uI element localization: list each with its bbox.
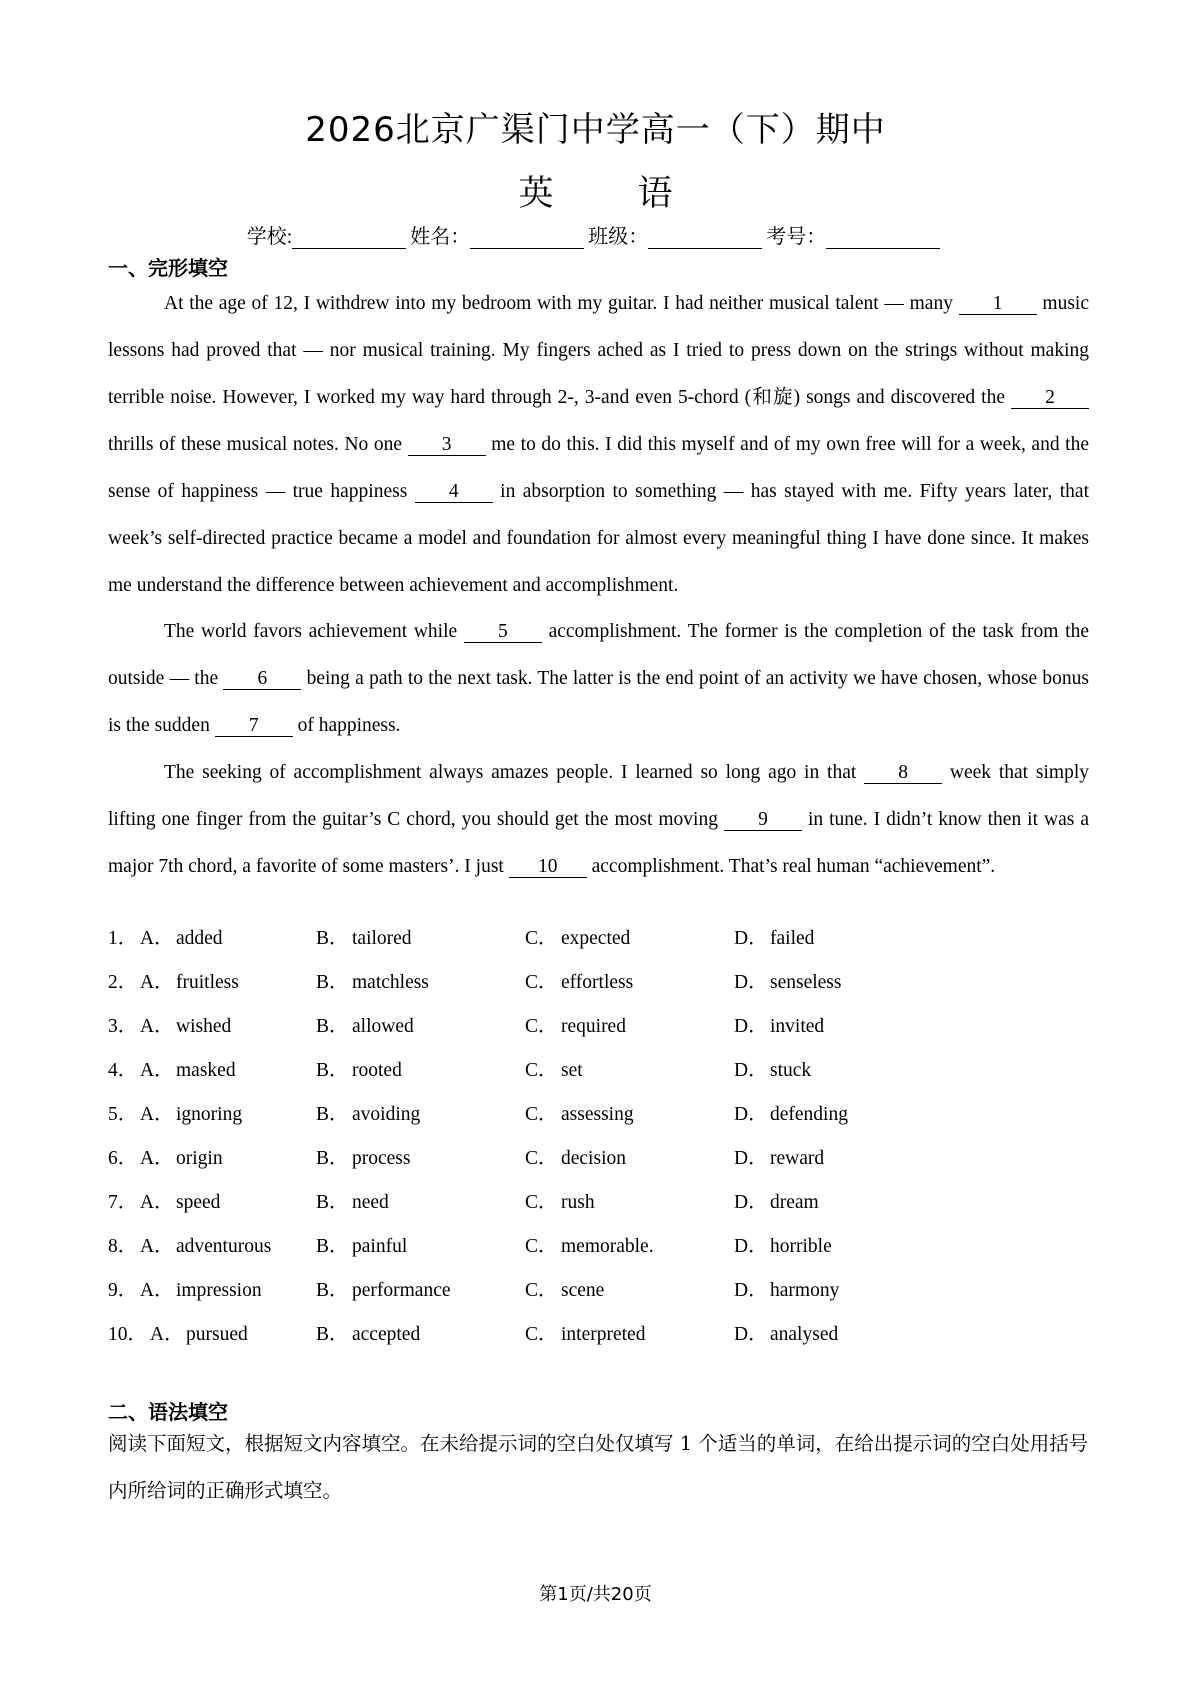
option-d[interactable] bbox=[734, 1010, 824, 1038]
option-text: dream bbox=[770, 1192, 819, 1213]
option-c[interactable] bbox=[525, 1274, 604, 1302]
option-letter: B． bbox=[316, 1324, 349, 1345]
question-number: 1． bbox=[108, 928, 138, 949]
option-text: horrible bbox=[770, 1236, 832, 1257]
option-letter: A． bbox=[150, 1324, 184, 1345]
option-text: masked bbox=[176, 1060, 236, 1081]
option-letter: D． bbox=[734, 1148, 768, 1169]
passage-paragraph bbox=[108, 749, 1089, 890]
option-c[interactable] bbox=[525, 1230, 654, 1258]
option-row bbox=[108, 1054, 1008, 1084]
question-number: 2． bbox=[108, 972, 138, 993]
option-text: painful bbox=[352, 1236, 408, 1257]
option-b[interactable] bbox=[316, 1318, 420, 1346]
page-number: 第1页/共20页 bbox=[539, 1584, 652, 1605]
option-row bbox=[108, 1274, 1008, 1304]
option-a[interactable] bbox=[140, 1098, 242, 1126]
option-letter: D． bbox=[734, 1104, 768, 1125]
option-letter: D． bbox=[734, 972, 768, 993]
subject-char-1: 英 bbox=[518, 174, 554, 214]
option-b[interactable] bbox=[316, 1186, 389, 1214]
option-letter: D． bbox=[734, 928, 768, 949]
option-letter: C． bbox=[525, 1016, 558, 1037]
option-text: harmony bbox=[770, 1280, 840, 1301]
passage-text: At the age of 12, I withdrew into my bedroom with my guitar. I had neither musical talent — many bbox=[164, 293, 959, 314]
option-letter: C． bbox=[525, 1280, 558, 1301]
passage-text: in tune. I didn’t know then it was a major 7th chord, a favorite of some masters’. I just bbox=[108, 809, 1089, 877]
grammar-instruction: 阅读下面短文，根据短文内容填空。在未给提示词的空白处仅填写 1 个适当的单词，在给出提示词的空白处用括号内所给词的正确形式填空。 bbox=[108, 1432, 1089, 1502]
option-a[interactable] bbox=[140, 1274, 262, 1302]
option-text: wished bbox=[176, 1016, 232, 1037]
option-text: set bbox=[561, 1060, 583, 1081]
option-text: ignoring bbox=[176, 1104, 243, 1125]
option-text: stuck bbox=[770, 1060, 812, 1081]
cloze-blank-5[interactable]: 5 bbox=[464, 622, 542, 643]
option-text: rush bbox=[561, 1192, 595, 1213]
option-text: avoiding bbox=[352, 1104, 421, 1125]
passage-text: in absorption to something — has stayed with me. Fifty years later, that week’s self-directed practice became a model and foundation for almost every meaningful thing I have done since. It makes me understand the difference between achievement and accomplishment. bbox=[108, 481, 1089, 596]
option-letter: B． bbox=[316, 1192, 349, 1213]
option-letter: B． bbox=[316, 1280, 349, 1301]
option-c[interactable] bbox=[525, 1010, 626, 1038]
option-text: rooted bbox=[352, 1060, 402, 1081]
option-row bbox=[108, 1186, 1008, 1216]
option-text: reward bbox=[770, 1148, 825, 1169]
question-number: 6． bbox=[108, 1148, 138, 1169]
option-text: adventurous bbox=[176, 1236, 272, 1257]
option-text: invited bbox=[770, 1016, 825, 1037]
option-letter: A． bbox=[140, 1280, 174, 1301]
option-row bbox=[108, 1010, 1008, 1040]
option-text: effortless bbox=[561, 972, 634, 993]
cloze-blank-1[interactable]: 1 bbox=[959, 294, 1037, 315]
passage-text: The world favors achievement while bbox=[164, 621, 464, 642]
option-text: fruitless bbox=[176, 972, 239, 993]
passage-text: accomplishment. The former is the completion of the task from the outside — the bbox=[108, 621, 1089, 689]
option-letter: C． bbox=[525, 1192, 558, 1213]
option-a[interactable] bbox=[140, 1230, 271, 1258]
option-row bbox=[108, 1142, 1008, 1172]
option-letter: A． bbox=[140, 1236, 174, 1257]
exam-title: 2026北京广渠门中学高一（下）期中 bbox=[305, 110, 886, 150]
question-number: 3． bbox=[108, 1016, 138, 1037]
option-a[interactable] bbox=[140, 1186, 220, 1214]
cloze-blank-8[interactable]: 8 bbox=[864, 763, 942, 784]
option-letter: D． bbox=[734, 1192, 768, 1213]
passage-text: week that simply lifting one finger from the guitar’s C chord, you should get the most moving bbox=[108, 762, 1089, 830]
option-c[interactable] bbox=[525, 922, 630, 950]
option-b[interactable] bbox=[316, 966, 429, 994]
school-label: 学校: bbox=[246, 226, 293, 248]
exam-number-blank[interactable] bbox=[826, 228, 940, 249]
option-text: matchless bbox=[352, 972, 429, 993]
option-d[interactable] bbox=[734, 1098, 848, 1126]
student-info-line bbox=[0, 220, 1191, 249]
option-text: assessing bbox=[561, 1104, 634, 1125]
option-text: performance bbox=[352, 1280, 451, 1301]
option-text: analysed bbox=[770, 1324, 839, 1345]
option-d[interactable] bbox=[734, 966, 842, 994]
option-text: required bbox=[561, 1016, 626, 1037]
class-label: 班级： bbox=[588, 226, 649, 248]
option-b[interactable] bbox=[316, 1274, 451, 1302]
option-a[interactable] bbox=[140, 1010, 231, 1038]
option-letter: B． bbox=[316, 972, 349, 993]
option-text: tailored bbox=[352, 928, 412, 949]
option-letter: B． bbox=[316, 1236, 349, 1257]
option-text: senseless bbox=[770, 972, 842, 993]
class-blank[interactable] bbox=[648, 228, 762, 249]
option-text: process bbox=[352, 1148, 411, 1169]
option-text: accepted bbox=[352, 1324, 421, 1345]
option-text: memorable. bbox=[561, 1236, 654, 1257]
exam-number-label: 考号： bbox=[766, 226, 827, 248]
option-letter: C． bbox=[525, 1060, 558, 1081]
option-c[interactable] bbox=[525, 1054, 583, 1082]
option-letter: D． bbox=[734, 1016, 768, 1037]
option-letter: C． bbox=[525, 1324, 558, 1345]
option-b[interactable] bbox=[316, 1054, 402, 1082]
option-d[interactable] bbox=[734, 1274, 839, 1302]
option-letter: A． bbox=[140, 928, 174, 949]
subject-title bbox=[0, 166, 1191, 216]
cloze-blank-3[interactable]: 3 bbox=[408, 435, 486, 456]
option-letter: A． bbox=[140, 1148, 174, 1169]
cloze-blank-4[interactable]: 4 bbox=[415, 482, 493, 503]
option-row bbox=[108, 1318, 1008, 1348]
cloze-blank-6[interactable]: 6 bbox=[223, 669, 301, 690]
passage-paragraph bbox=[108, 608, 1089, 749]
option-letter: B． bbox=[316, 928, 349, 949]
option-letter: A． bbox=[140, 972, 174, 993]
option-text: failed bbox=[770, 928, 815, 949]
passage-text: of happiness. bbox=[292, 715, 401, 736]
option-letter: B． bbox=[316, 1060, 349, 1081]
option-c[interactable] bbox=[525, 1186, 595, 1214]
option-b[interactable] bbox=[316, 1230, 407, 1258]
section-heading-cloze: 一、完形填空 bbox=[108, 256, 228, 280]
option-d[interactable] bbox=[734, 1318, 838, 1346]
option-text: added bbox=[176, 928, 223, 949]
cloze-blank-10[interactable]: 10 bbox=[509, 857, 587, 878]
section-heading-grammar: 二、语法填空 bbox=[108, 1400, 228, 1424]
option-b[interactable] bbox=[316, 922, 412, 950]
option-d[interactable] bbox=[734, 1186, 819, 1214]
question-number: 10． bbox=[108, 1324, 148, 1345]
question-number: 7． bbox=[108, 1192, 138, 1213]
option-letter: D． bbox=[734, 1324, 768, 1345]
option-text: decision bbox=[561, 1148, 626, 1169]
cloze-blank-2[interactable]: 2 bbox=[1011, 388, 1089, 409]
option-row bbox=[108, 1230, 1008, 1260]
option-letter: C． bbox=[525, 972, 558, 993]
passage-text: me to do this. I did this myself and of my own free will for a week, and the sense of happiness — true happiness bbox=[108, 434, 1089, 502]
option-b[interactable] bbox=[316, 1098, 420, 1126]
option-c[interactable] bbox=[525, 966, 633, 994]
option-letter: C． bbox=[525, 1148, 558, 1169]
option-letter: C． bbox=[525, 928, 558, 949]
option-row bbox=[108, 922, 1008, 952]
option-text: impression bbox=[176, 1280, 262, 1301]
passage-text: thrills of these musical notes. No one bbox=[108, 434, 408, 455]
school-blank[interactable] bbox=[292, 228, 406, 249]
option-letter: C． bbox=[525, 1236, 558, 1257]
option-a[interactable] bbox=[140, 1054, 236, 1082]
option-d[interactable] bbox=[734, 1142, 824, 1170]
option-b[interactable] bbox=[316, 1142, 410, 1170]
option-text: defending bbox=[770, 1104, 848, 1125]
option-letter: D． bbox=[734, 1060, 768, 1081]
passage-text: music lessons had proved that — nor musical training. My fingers ached as I tried to press down on the strings without making terrible noise. However, I worked my way hard through 2-, 3-and even 5-chord (和旋) songs and discovered the bbox=[108, 293, 1089, 408]
passage-text: accomplishment. That’s real human “achievement”. bbox=[586, 856, 996, 877]
option-a[interactable] bbox=[140, 1142, 223, 1170]
option-letter: A． bbox=[140, 1060, 174, 1081]
option-letter: D． bbox=[734, 1280, 768, 1301]
option-d[interactable] bbox=[734, 922, 814, 950]
option-letter: D． bbox=[734, 1236, 768, 1257]
option-letter: B． bbox=[316, 1016, 349, 1037]
passage-text: being a path to the next task. The latter is the end point of an activity we have chosen, whose bonus is the sudden bbox=[108, 668, 1089, 736]
option-c[interactable] bbox=[525, 1098, 634, 1126]
subject-char-2: 语 bbox=[637, 174, 673, 214]
option-letter: A． bbox=[140, 1104, 174, 1125]
cloze-blank-7[interactable]: 7 bbox=[215, 716, 293, 737]
option-row bbox=[108, 1098, 1008, 1128]
option-a[interactable] bbox=[140, 966, 239, 994]
option-text: speed bbox=[176, 1192, 221, 1213]
name-label: 姓名： bbox=[410, 226, 471, 248]
question-number: 5． bbox=[108, 1104, 138, 1125]
option-d[interactable] bbox=[734, 1230, 832, 1258]
option-text: need bbox=[352, 1192, 389, 1213]
option-letter: B． bbox=[316, 1148, 349, 1169]
option-text: origin bbox=[176, 1148, 223, 1169]
option-letter: C． bbox=[525, 1104, 558, 1125]
option-d[interactable] bbox=[734, 1054, 811, 1082]
name-blank[interactable] bbox=[470, 228, 584, 249]
question-number: 4． bbox=[108, 1060, 138, 1081]
option-letter: A． bbox=[140, 1192, 174, 1213]
option-text: expected bbox=[561, 928, 631, 949]
passage-paragraph bbox=[108, 280, 1089, 609]
option-letter: B． bbox=[316, 1104, 349, 1125]
option-a[interactable] bbox=[150, 1318, 248, 1346]
option-text: allowed bbox=[352, 1016, 414, 1037]
option-c[interactable] bbox=[525, 1318, 645, 1346]
cloze-blank-9[interactable]: 9 bbox=[724, 810, 802, 831]
question-number: 8． bbox=[108, 1236, 138, 1257]
question-number: 9． bbox=[108, 1280, 138, 1301]
option-b[interactable] bbox=[316, 1010, 414, 1038]
passage-text: The seeking of accomplishment always amazes people. I learned so long ago in that bbox=[164, 762, 865, 783]
option-row bbox=[108, 966, 1008, 996]
option-a[interactable] bbox=[140, 922, 223, 950]
option-text: pursued bbox=[186, 1324, 248, 1345]
option-text: scene bbox=[561, 1280, 605, 1301]
option-text: interpreted bbox=[561, 1324, 646, 1345]
option-c[interactable] bbox=[525, 1142, 626, 1170]
option-letter: A． bbox=[140, 1016, 174, 1037]
